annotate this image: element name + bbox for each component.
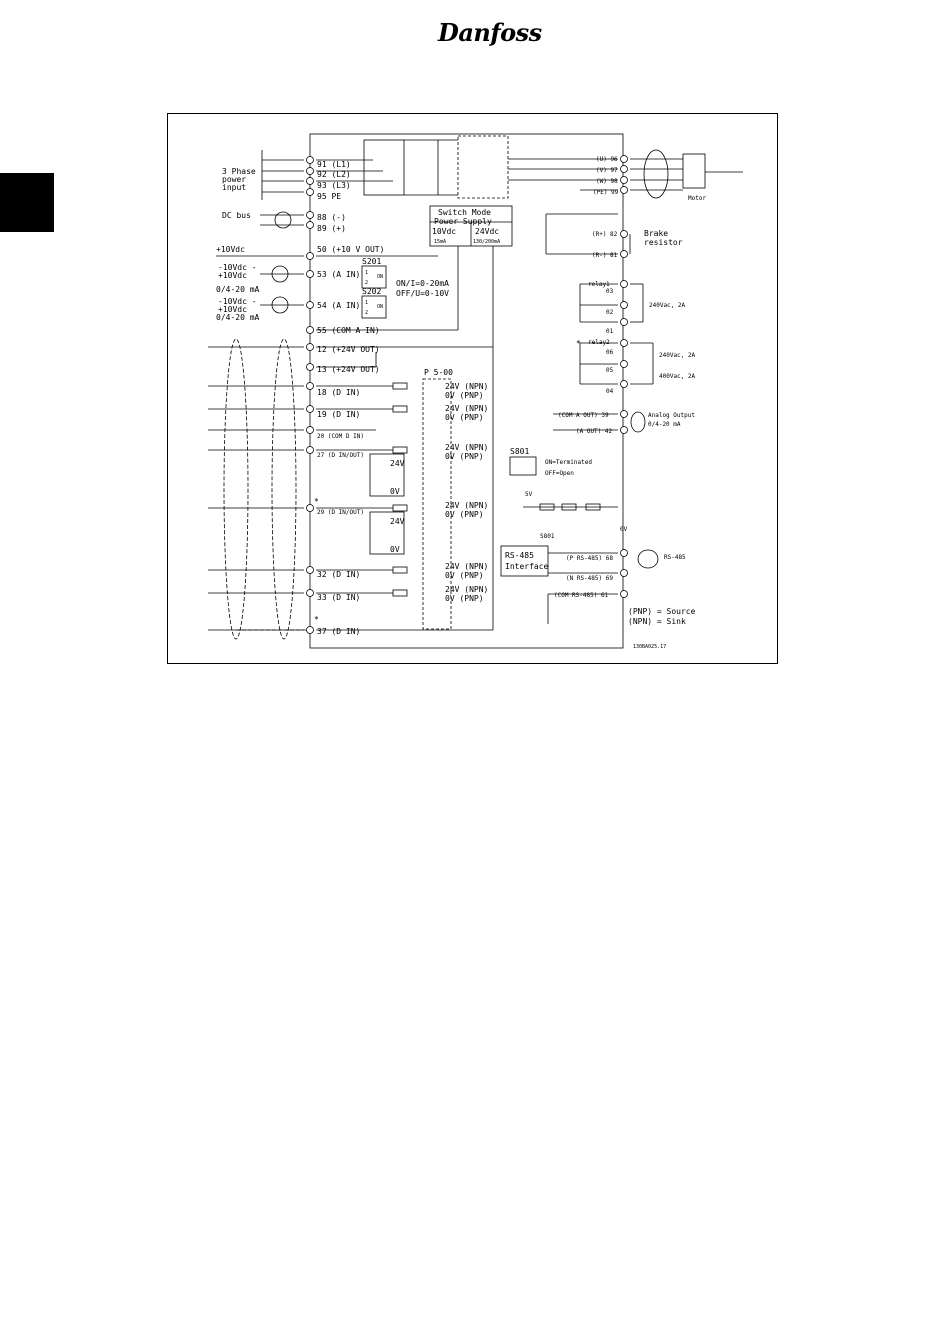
terminal-27-pnp: 0V (PNP)	[445, 452, 484, 461]
switch-s202-label: S202	[362, 287, 382, 296]
s801-label: S801	[510, 447, 530, 456]
analog-output-label-1: Analog Output	[648, 412, 695, 419]
terminal-91: 91 (L1)	[317, 160, 351, 169]
terminal-29-pnp: 0V (PNP)	[445, 510, 484, 519]
motor-u: (U) 96	[596, 156, 618, 163]
dc-bus-label: DC bus	[222, 211, 251, 220]
terminal-93: 93 (L3)	[317, 181, 351, 190]
in54-label-1: -10Vdc -	[218, 297, 257, 306]
terminal-27-npn: 24V (NPN)	[445, 443, 489, 452]
relay1-03: 03	[606, 288, 614, 295]
s201-pos2: 2	[365, 280, 369, 286]
supply-10vdc-label: +10Vdc	[216, 245, 245, 254]
terminal-33-pnp: 0V (PNP)	[445, 594, 484, 603]
s801-on: ON=Terminated	[545, 459, 592, 466]
rs485-0v: 0V	[620, 526, 628, 533]
danfoss-logo	[438, 18, 542, 56]
relay1-01: 01	[606, 328, 614, 335]
psu-title-2: Power Supply	[434, 217, 492, 226]
relay2-04: 04	[606, 388, 614, 395]
terminal-29: 29 (D IN/OUT)	[317, 509, 364, 516]
relay1-label: relay1	[588, 281, 610, 288]
terminal-42: (A OUT) 42	[576, 428, 613, 435]
terminal-27: 27 (D IN/OUT)	[317, 452, 364, 459]
terminal-95: 95 PE	[317, 192, 342, 201]
terminal-12: 12 (+24V OUT)	[317, 345, 380, 354]
legend-pnp: (PNP) = Source	[628, 607, 696, 616]
rs485-iface-1: RS-485	[505, 551, 534, 560]
s801-ref: S801	[540, 533, 555, 540]
drawing-code: 130BA025.17	[633, 644, 667, 650]
terminal-53: 53 (A IN)	[317, 270, 361, 279]
terminal-89: 89 (+)	[317, 224, 346, 233]
terminal-33: 33 (D IN)	[317, 593, 361, 602]
psu-title-1: Switch Mode	[438, 208, 491, 217]
terminal-13: 13 (+24V OUT)	[317, 365, 380, 374]
in53-label-2: +10Vdc	[218, 271, 247, 280]
terminal-33-npn: 24V (NPN)	[445, 585, 489, 594]
terminal-32-pnp: 0V (PNP)	[445, 571, 484, 580]
brake-label-2: resistor	[644, 238, 683, 247]
switch-mode-1: ON/I=0-20mA	[396, 279, 449, 288]
terminal-69: (N RS-485) 69	[566, 575, 613, 582]
terminal-19-npn: 24V (NPN)	[445, 404, 489, 413]
terminal-20: 20 (COM D IN)	[317, 433, 364, 440]
logo-text: Danfoss	[438, 18, 542, 47]
wiring-diagram	[168, 114, 777, 663]
terminal-39: (COM A OUT) 39	[558, 412, 609, 419]
section-tab	[0, 173, 54, 232]
s202-on: ON	[377, 304, 384, 310]
param-5-00: P 5-00	[424, 368, 453, 377]
s201-pos1: 1	[365, 270, 369, 276]
motor-w: (W) 98	[596, 178, 618, 185]
relay2-rating-1: 240Vac, 2A	[659, 352, 696, 359]
relay1-02: 02	[606, 309, 614, 316]
terminal-61: (COM RS-485) 61	[554, 592, 609, 599]
analog-output-label-2: 0/4-20 mA	[648, 421, 681, 428]
terminal-29-star: *	[314, 497, 319, 506]
brake-label-1: Brake	[644, 229, 669, 238]
rs485-label: RS-485	[664, 554, 686, 561]
terminal-50: 50 (+10 V OUT)	[317, 245, 385, 254]
in53-label-3: 0/4-20 mA	[216, 285, 260, 294]
psu-10v: 10Vdc	[432, 227, 457, 236]
switch-s201-label: S201	[362, 257, 382, 266]
terminal-54: 54 (A IN)	[317, 301, 361, 310]
motor-v: (V) 97	[596, 167, 618, 174]
terminal-18: 18 (D IN)	[317, 388, 361, 397]
in54-label-3: 0/4-20 mA	[216, 313, 260, 322]
terminal-29-sw-24v: 24V	[390, 517, 405, 526]
terminal-32: 32 (D IN)	[317, 570, 361, 579]
terminal-68: (P RS-485) 68	[566, 555, 613, 562]
s202-pos2: 2	[365, 310, 369, 316]
s801-off: OFF=Open	[545, 470, 574, 477]
terminal-18-pnp: 0V (PNP)	[445, 391, 484, 400]
s202-pos1: 1	[365, 300, 369, 306]
terminal-27-sw-24v: 24V	[390, 459, 405, 468]
terminal-37: 37 (D IN)	[317, 627, 361, 636]
psu-10v-current: 15mA	[434, 239, 447, 245]
relay2-06: 06	[606, 349, 614, 356]
terminal-37-star: *	[314, 615, 319, 624]
in53-label-1: -10Vdc -	[218, 263, 257, 272]
relay2-star: *	[576, 339, 581, 348]
terminal-88: 88 (-)	[317, 213, 346, 222]
terminal-55: 55 (COM A IN)	[317, 326, 380, 335]
terminal-92: 92 (L2)	[317, 170, 351, 179]
terminal-27-sw-0v: 0V	[390, 487, 400, 496]
relay2-rating-2: 400Vac, 2A	[659, 373, 696, 380]
motor-label: Motor	[688, 195, 707, 202]
terminal-32-npn: 24V (NPN)	[445, 562, 489, 571]
relay2-label: relay2	[588, 339, 610, 346]
motor-pe: (PE) 99	[593, 189, 619, 196]
rs485-5v: 5V	[525, 491, 533, 498]
terminal-19-pnp: 0V (PNP)	[445, 413, 484, 422]
terminal-29-sw-0v: 0V	[390, 545, 400, 554]
brake-rminus: (R-) 81	[592, 252, 618, 259]
s201-on: ON	[377, 274, 384, 280]
relay2-05: 05	[606, 367, 614, 374]
terminal-18-npn: 24V (NPN)	[445, 382, 489, 391]
legend-npn: (NPN) = Sink	[628, 617, 686, 626]
rs485-iface-2: Interface	[505, 562, 549, 571]
terminal-29-npn: 24V (NPN)	[445, 501, 489, 510]
terminal-19: 19 (D IN)	[317, 410, 361, 419]
psu-24v: 24Vdc	[475, 227, 500, 236]
switch-mode-2: OFF/U=0-10V	[396, 289, 449, 298]
psu-24v-current: 130/200mA	[473, 239, 501, 245]
brake-rplus: (R+) 82	[592, 231, 618, 238]
relay1-rating: 240Vac, 2A	[649, 302, 686, 309]
mains-label-line3: input	[222, 183, 247, 192]
mains-label-line1: 3 Phase	[222, 167, 256, 176]
mains-label-line2: power	[222, 175, 247, 184]
in54-label-2: +10Vdc	[218, 305, 247, 314]
wiring-diagram-frame	[167, 113, 778, 664]
